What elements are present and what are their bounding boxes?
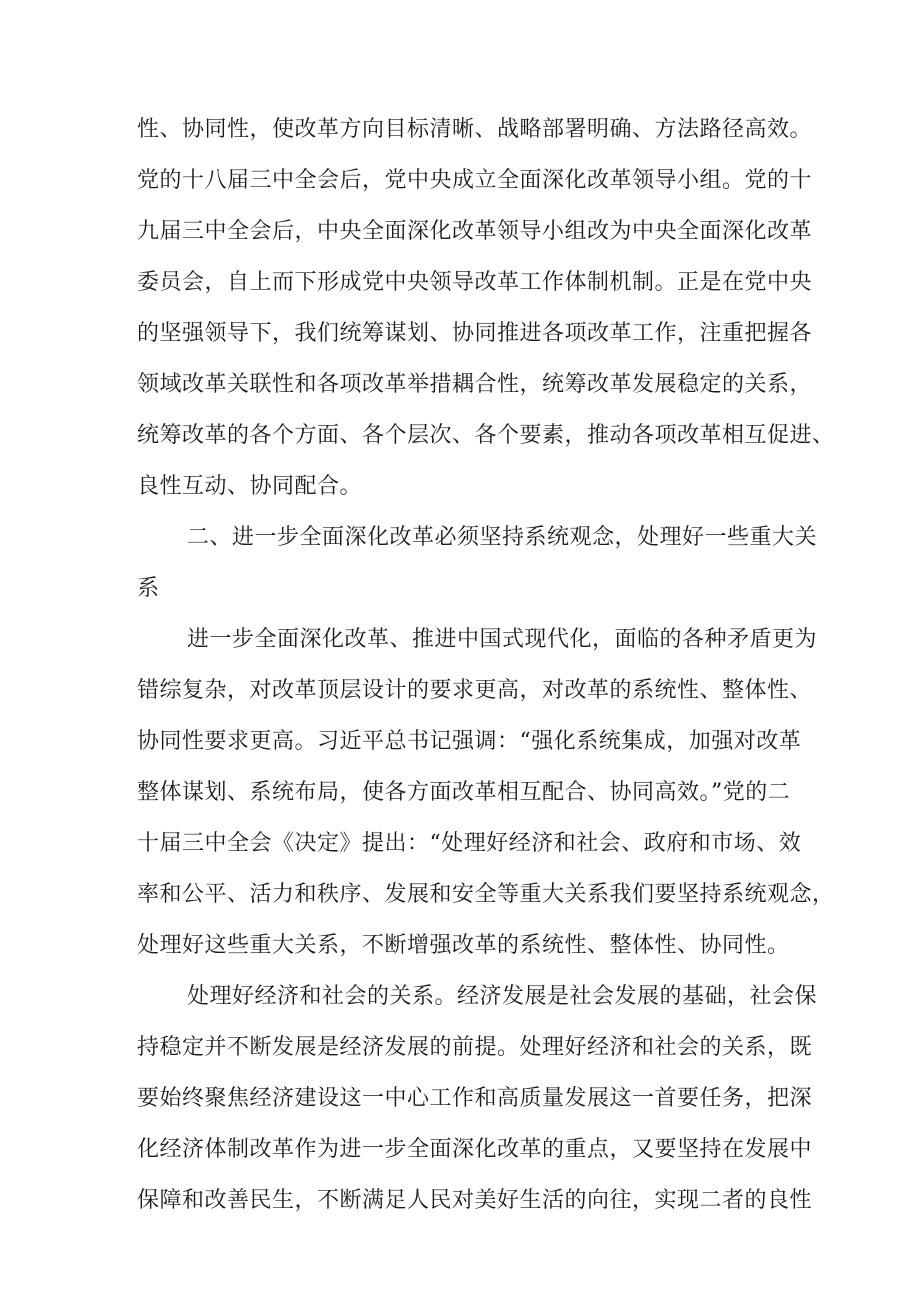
text-line: 委员会，自上而下形成党中央领导改革工作体制机制。正是在党中央: [137, 270, 813, 295]
text-line: 处理好这些重大关系，不断增强改革的系统性、整体性、协同性。: [137, 933, 790, 958]
text-line: 良性互动、协同配合。: [137, 474, 363, 499]
text-line: 进一步全面深化改革、推进中国式现代化，面临的各种矛盾更为: [187, 627, 818, 652]
text-line: 的坚强领导下，我们统筹谋划、协同推进各项改革工作，注重把握各: [137, 321, 813, 346]
text-line: 十届三中全会《决定》提出：“处理好经济和社会、政府和市场、效: [137, 831, 802, 856]
text-line: 率和公平、活力和秩序、发展和安全等重大关系我们要坚持系统观念，: [137, 882, 835, 907]
text-line: 党的十八届三中全会后，党中央成立全面深化改革领导小组。党的十: [137, 168, 813, 193]
section-heading-continuation: 系: [137, 576, 160, 601]
text-line: 领域改革关联性和各项改革举措耦合性，统筹改革发展稳定的关系，: [137, 372, 813, 397]
text-line: 整体谋划、系统布局，使各方面改革相互配合、协同高效。”党的二: [137, 780, 791, 805]
text-line: 保障和改善民生，不断满足人民对美好生活的向往，实现二者的良性: [137, 1188, 813, 1213]
text-line: 性、协同性，使改革方向目标清晰、战略部署明确、方法路径高效。: [137, 117, 813, 142]
text-line: 统筹改革的各个方面、各个层次、各个要素，推动各项改革相互促进、: [137, 423, 835, 448]
text-line: 协同性要求更高。习近平总书记强调：“强化系统集成，加强对改革: [137, 729, 802, 754]
text-line: 九届三中全会后，中央全面深化改革领导小组改为中央全面深化改革: [137, 219, 813, 244]
text-line: 要始终聚焦经济建设这一中心工作和高质量发展这一首要任务，把深: [137, 1086, 813, 1111]
text-line: 持稳定并不断发展是经济发展的前提。处理好经济和社会的关系，既: [137, 1035, 813, 1060]
section-heading: 二、进一步全面深化改革必须坚持系统观念，处理好一些重大关: [187, 525, 818, 550]
text-line: 化经济体制改革作为进一步全面深化改革的重点，又要坚持在发展中: [137, 1137, 813, 1162]
text-line: 处理好经济和社会的关系。经济发展是社会发展的基础，社会保: [187, 984, 818, 1009]
text-line: 错综复杂，对改革顶层设计的要求更高，对改革的系统性、整体性、: [137, 678, 813, 703]
